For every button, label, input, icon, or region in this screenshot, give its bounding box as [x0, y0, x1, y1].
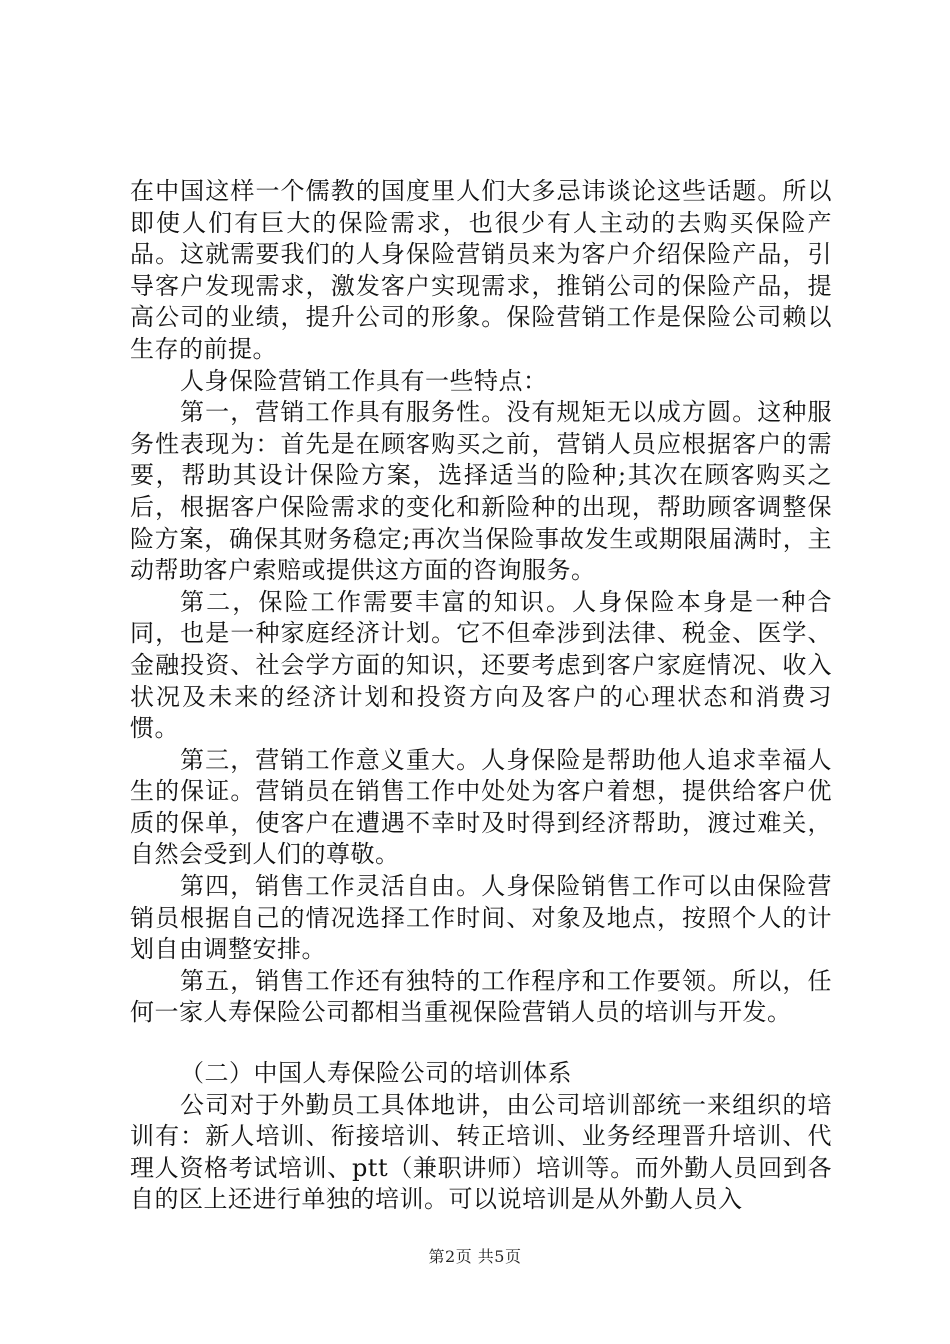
section-heading: （二）中国人寿保险公司的培训体系: [180, 1059, 572, 1088]
page-number-footer: 第2页 共5页: [428, 1247, 522, 1266]
paragraph-intro-continued: 在中国这样一个儒教的国度里人们大多忌讳谈论这些话题。所以即使人们有巨大的保险需求，也很少有人主动的去购买保险产品。这就需要我们的人身保险营销员来为客户介绍保险产品，引导客户发现需求，激发客户实现需求，推销公司的保险产品，提高公司的业绩，提升公司的形象。保险营销工作是保险公司赖以生存的前提。: [130, 177, 832, 363]
paragraph-feature-one: 第一，营销工作具有服务性。没有规矩无以成方圆。这种服务性表现为：首先是在顾客购买之前，营销人员应根据客户的需要，帮助其设计保险方案，选择适当的险种;其次在顾客购买之后，根据客户保险需求的变化和新险种的出现，帮助顾客调整保险方案，确保其财务稳定;再次当保险事故发生或期限届满时，主动帮助客户索赔或提供这方面的咨询服务。: [130, 398, 832, 585]
paragraph-feature-five: 第五，销售工作还有独特的工作程序和工作要领。所以，任何一家人寿保险公司都相当重视保险营销人员的培训与开发。: [130, 966, 832, 1027]
paragraph-feature-two: 第二，保险工作需要丰富的知识。人身保险本身是一种合同，也是一种家庭经济计划。它不但牵涉到法律、税金、医学、金融投资、社会学方面的知识，还要考虑到客户家庭情况、收入状况及未来的经济计划和投资方向及客户的心理状态和消费习惯。: [130, 587, 832, 743]
document-body: [130, 176, 832, 1216]
paragraph-training-system: 公司对于外勤员工具体地讲，由公司培训部统一来组织的培训有：新人培训、衔接培训、转正培训、业务经理晋升培训、代理人资格考试培训、ptt（兼职讲师）培训等。而外勤人员回到各自的区上还进行单独的培训。可以说培训是从外勤人员入: [130, 1090, 832, 1214]
paragraph-features-intro: 人身保险营销工作具有一些特点：: [180, 366, 548, 395]
paragraph-feature-three: 第三，营销工作意义重大。人身保险是帮助他人追求幸福人生的保证。营销员在销售工作中处处为客户着想，提供给客户优质的保单，使客户在遭遇不幸时及时得到经济帮助，渡过难关，自然会受到人们的尊敬。: [130, 745, 832, 869]
paragraph-feature-four: 第四，销售工作灵活自由。人身保险销售工作可以由保险营销员根据自己的情况选择工作时间、对象及地点，按照个人的计划自由调整安排。: [130, 872, 832, 964]
